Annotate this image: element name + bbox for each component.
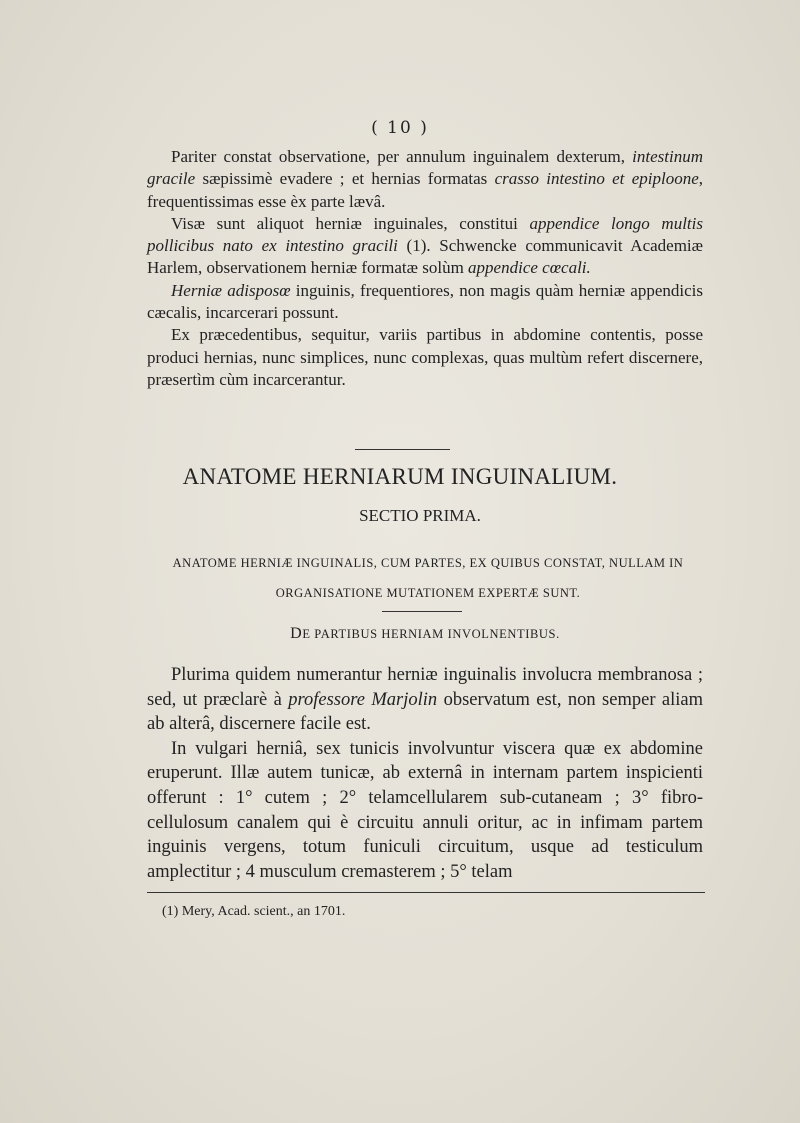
divider-rule [382, 611, 462, 612]
paragraph [147, 663, 703, 737]
text-run: observatum est, non semper aliam ab alterâ, discernere facile est. [147, 689, 703, 735]
section-subtitle: ANATOME HERNIÆ INGUINALIS, CUM PARTES, EX QUIBUS CONSTAT, NULLAM IN ORGANISATIONE MUTATIONEM EXPERTÆ SUNT. [172, 556, 684, 600]
text-run: (1). Schwencke communicavit Academiæ Harlem, observationem herniæ formatæ solùm [147, 236, 703, 278]
main-title: ANATOME HERNIARUM INGUINALIUM. [182, 464, 618, 489]
section-title: SECTIO PRIMA. [359, 506, 481, 525]
paragraph [147, 737, 703, 885]
footnote-rule [147, 892, 705, 893]
divider-rule [355, 449, 450, 450]
text-run: In vulgari herniâ, sex tunicis involvuntur viscera quæ ex abdomine eruperunt. Illæ autem tunicæ, ab externâ in internam partem inspicienti offerunt : 1° cutem ; 2° telamcellularem sub-cutaneam ; 3° fibro-cellulosum canalem qui è circuitu annuli oritur, ac in infimam partem inguinis vergens, totum funiculi circuitum, usque ad testiculum amplectitur ; 4 musculum cremasterem ; 5° telam [147, 738, 703, 882]
paragraph [147, 324, 703, 391]
subheading-initial: D [290, 625, 303, 642]
subheading [0, 625, 800, 643]
italic-text: crasso intestino et epiploone [494, 169, 699, 189]
subheading-text: E PARTIBUS HERNIAM INVOLNENTIBUS. [302, 627, 560, 641]
text-run: Pariter constat observatione, per annulum inguinalem dexterum, [171, 147, 633, 166]
text-block-bottom [147, 663, 703, 884]
italic-text: Herniæ adisposœ [171, 280, 291, 300]
paragraph [147, 280, 703, 325]
text-run: Plurima quidem numerantur herniæ inguinalis involucra membranosa ; sed, ut præclarè à [147, 665, 703, 710]
text-run: , frequentissimas esse èx parte lævâ. [147, 169, 703, 211]
text-run: sæpissimè evadere ; et hernias formatas [195, 169, 495, 189]
text-block-top [147, 146, 703, 391]
paragraph [147, 213, 703, 280]
italic-text: professore Marjolin [288, 689, 438, 710]
italic-text: intestinum gracile [147, 147, 703, 189]
italic-text: appendice longo multis pollicibus nato ex intestino gracili [147, 213, 703, 256]
text-run: Ex præcedentibus, sequitur, variis partibus in abdomine contentis, posse produci hernias, nunc simplices, nunc complexas, quas multùm refert discernere, præsertìm cùm incarcerantur. [147, 325, 703, 389]
page-number: ( 10 ) [371, 118, 429, 138]
text-run: Visæ sunt aliquot herniæ inguinales, constitui [171, 213, 530, 233]
text-run: inguinis, frequentiores, non magis quàm herniæ appendicis cæcalis, incarcerari possunt. [147, 280, 703, 323]
italic-text: appendice cœcali. [468, 258, 591, 278]
paragraph [147, 146, 703, 213]
footnote: (1) Mery, Acad. scient., an 1701. [162, 904, 346, 919]
